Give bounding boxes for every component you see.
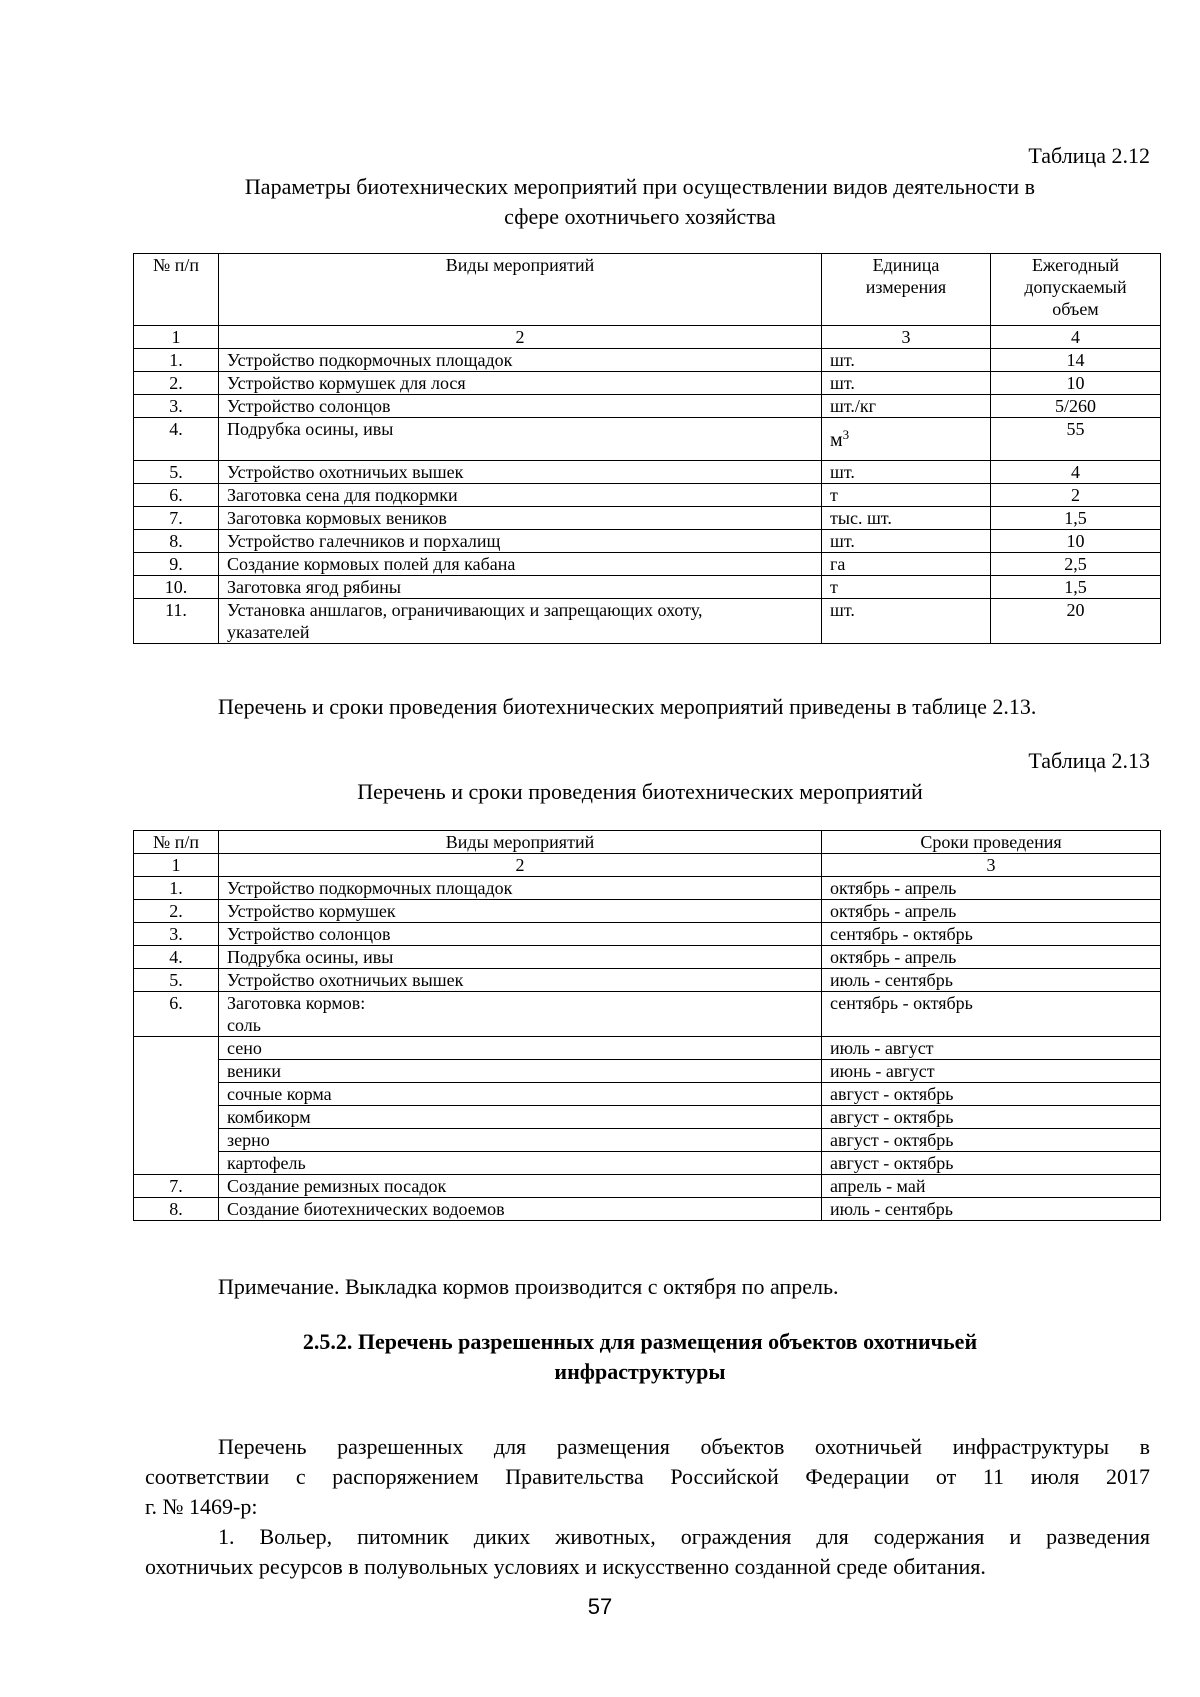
row-unit: шт.	[822, 599, 991, 644]
row-kind: Заготовка ягод рябины	[219, 576, 822, 599]
table-header-row	[134, 831, 1161, 854]
column-number-row	[134, 326, 1161, 349]
row-kind: Устройство галечников и порхалищ	[219, 530, 822, 553]
table-row	[134, 1106, 1161, 1129]
col-number: 1	[134, 326, 219, 349]
table-caption: Таблица 2.13	[1028, 748, 1150, 773]
row-unit: шт.	[822, 349, 991, 372]
row-num: 1.	[134, 877, 219, 900]
row-volume: 55	[991, 418, 1161, 461]
row-num: 8.	[134, 530, 219, 553]
feed-item: комбикорм	[219, 1106, 822, 1129]
row-kind	[219, 992, 822, 1037]
row-volume: 2	[991, 484, 1161, 507]
feed-item: зерно	[219, 1129, 822, 1152]
row-unit: шт./кг	[822, 395, 991, 418]
table-title	[130, 172, 1150, 232]
table-row	[134, 372, 1161, 395]
row-kind: Устройство подкормочных площадок	[219, 877, 822, 900]
row-period: апрель - май	[822, 1175, 1161, 1198]
row-num: 8.	[134, 1198, 219, 1221]
feed-item: сено	[219, 1037, 822, 1060]
row-period: октябрь - апрель	[822, 900, 1161, 923]
title-line: Параметры биотехнических мероприятий при осуществлении видов деятельности в	[244, 174, 1036, 199]
row-period: август - октябрь	[822, 1152, 1161, 1175]
heading-line: инфраструктуры	[554, 1359, 726, 1384]
row-unit: тыс. шт.	[822, 507, 991, 530]
row-num: 7.	[134, 1175, 219, 1198]
row-unit: шт.	[822, 461, 991, 484]
table-row	[134, 530, 1161, 553]
row-num: 11.	[134, 599, 219, 644]
paragraph-line: охотничьих ресурсов в полувольных условиях и искусственно созданной среде обитания.	[145, 1554, 986, 1579]
row-volume: 1,5	[991, 576, 1161, 599]
paragraph-line: г. № 1469-р:	[145, 1494, 258, 1519]
col-number: 3	[822, 326, 991, 349]
table-row	[134, 1060, 1161, 1083]
row-kind: Создание биотехнических водоемов	[219, 1198, 822, 1221]
header-num: № п/п	[134, 254, 219, 326]
row-num: 2.	[134, 900, 219, 923]
row-num: 5.	[134, 969, 219, 992]
paragraph-line: 1. Вольер, питомник диких животных, ограждения для содержания и разведения	[218, 1524, 1150, 1549]
table-row	[134, 1175, 1161, 1198]
note: Примечание. Выкладка кормов производится с октября по апрель.	[218, 1274, 839, 1299]
row-num: 2.	[134, 372, 219, 395]
title-line: сфере охотничьего хозяйства	[504, 204, 776, 229]
table-row	[134, 553, 1161, 576]
table-row	[134, 599, 1161, 644]
row-num: 9.	[134, 553, 219, 576]
table-row	[134, 484, 1161, 507]
heading-line: 2.5.2. Перечень разрешенных для размещения объектов охотничьей	[302, 1329, 978, 1354]
table-2-13	[133, 830, 1161, 1221]
table-header-row	[134, 254, 1161, 326]
row-period: октябрь - апрель	[822, 877, 1161, 900]
page-number: 57	[587, 1594, 613, 1619]
table-title: Перечень и сроки проведения биотехнических мероприятий	[357, 779, 923, 804]
row-kind: Заготовка сена для подкормки	[219, 484, 822, 507]
header-period: Сроки проведения	[822, 831, 1161, 854]
row-kind: Создание ремизных посадок	[219, 1175, 822, 1198]
row-num: 4.	[134, 946, 219, 969]
row-unit: шт.	[822, 530, 991, 553]
row-kind: Устройство кормушек	[219, 900, 822, 923]
row-volume: 20	[991, 599, 1161, 644]
row-num: 5.	[134, 461, 219, 484]
table-row	[134, 946, 1161, 969]
row-kind: Устройство охотничьих вышек	[219, 969, 822, 992]
row-kind: Заготовка кормовых веников	[219, 507, 822, 530]
row-kind: Создание кормовых полей для кабана	[219, 553, 822, 576]
header-num: № п/п	[134, 831, 219, 854]
table-row	[134, 1037, 1161, 1060]
row-period: август - октябрь	[822, 1129, 1161, 1152]
table-row	[134, 349, 1161, 372]
paragraph: Перечень и сроки проведения биотехнических мероприятий приведены в таблице 2.13.	[218, 694, 1037, 719]
row-num: 7.	[134, 507, 219, 530]
row-period: август - октябрь	[822, 1083, 1161, 1106]
row-volume: 10	[991, 372, 1161, 395]
row-period: июль - август	[822, 1037, 1161, 1060]
row-kind: Устройство охотничьих вышек	[219, 461, 822, 484]
row-period: сентябрь - октябрь	[822, 992, 1161, 1037]
row-kind: Устройство солонцов	[219, 395, 822, 418]
row-volume: 4	[991, 461, 1161, 484]
row-kind: Установка аншлагов, ограничивающих и запрещающих охоту, указателей	[219, 599, 822, 644]
row-num: 1.	[134, 349, 219, 372]
row-num: 6.	[134, 992, 219, 1037]
feed-group-title: Заготовка кормов:	[227, 993, 366, 1013]
paragraph-line: Перечень разрешенных для размещения объектов охотничьей инфраструктуры в	[218, 1434, 1150, 1459]
table-row	[134, 900, 1161, 923]
col-number: 3	[822, 854, 1161, 877]
table-row	[134, 969, 1161, 992]
table-row	[134, 461, 1161, 484]
row-num: 6.	[134, 484, 219, 507]
row-num: 3.	[134, 923, 219, 946]
table-row	[134, 992, 1161, 1037]
row-period: август - октябрь	[822, 1106, 1161, 1129]
table-row	[134, 1083, 1161, 1106]
table-2-12	[133, 253, 1161, 644]
row-volume: 2,5	[991, 553, 1161, 576]
row-period: октябрь - апрель	[822, 946, 1161, 969]
row-unit: т	[822, 484, 991, 507]
table-row	[134, 1152, 1161, 1175]
table-row	[134, 1198, 1161, 1221]
row-volume: 14	[991, 349, 1161, 372]
row-period: сентябрь - октябрь	[822, 923, 1161, 946]
col-number: 1	[134, 854, 219, 877]
header-unit: Единица измерения	[822, 254, 991, 326]
col-number: 2	[219, 854, 822, 877]
row-unit: т	[822, 576, 991, 599]
row-num: 10.	[134, 576, 219, 599]
col-number: 4	[991, 326, 1161, 349]
table-row	[134, 395, 1161, 418]
row-unit: шт.	[822, 372, 991, 395]
col-number: 2	[219, 326, 822, 349]
feed-item: соль	[227, 1015, 261, 1035]
table-row	[134, 877, 1161, 900]
header-kind: Виды мероприятий	[219, 254, 822, 326]
row-volume: 10	[991, 530, 1161, 553]
table-row	[134, 1129, 1161, 1152]
row-unit: га	[822, 553, 991, 576]
row-num: 4.	[134, 418, 219, 461]
table-row	[134, 923, 1161, 946]
table-caption: Таблица 2.12	[1028, 143, 1150, 168]
table-row	[134, 576, 1161, 599]
table-row	[134, 507, 1161, 530]
row-volume: 5/260	[991, 395, 1161, 418]
column-number-row	[134, 854, 1161, 877]
section-heading	[130, 1327, 1150, 1387]
header-kind: Виды мероприятий	[219, 831, 822, 854]
feed-item: картофель	[219, 1152, 822, 1175]
body-paragraph	[145, 1432, 1150, 1582]
feed-item: веники	[219, 1060, 822, 1083]
row-period: июль - сентябрь	[822, 1198, 1161, 1221]
row-num-empty	[134, 1037, 219, 1175]
table-row	[134, 418, 1161, 461]
row-num: 3.	[134, 395, 219, 418]
row-kind: Подрубка осины, ивы	[219, 418, 822, 461]
row-kind: Подрубка осины, ивы	[219, 946, 822, 969]
row-period: июль - сентябрь	[822, 969, 1161, 992]
row-kind: Устройство солонцов	[219, 923, 822, 946]
row-period: июнь - август	[822, 1060, 1161, 1083]
paragraph-line: соответствии с распоряжением Правительства Российской Федерации от 11 июля 2017	[145, 1464, 1150, 1489]
row-kind: Устройство подкормочных площадок	[219, 349, 822, 372]
header-volume: Ежегодный допускаемый объем	[991, 254, 1161, 326]
row-volume: 1,5	[991, 507, 1161, 530]
row-unit: $м^3$	[822, 418, 991, 461]
row-kind: Устройство кормушек для лося	[219, 372, 822, 395]
feed-item: сочные корма	[219, 1083, 822, 1106]
